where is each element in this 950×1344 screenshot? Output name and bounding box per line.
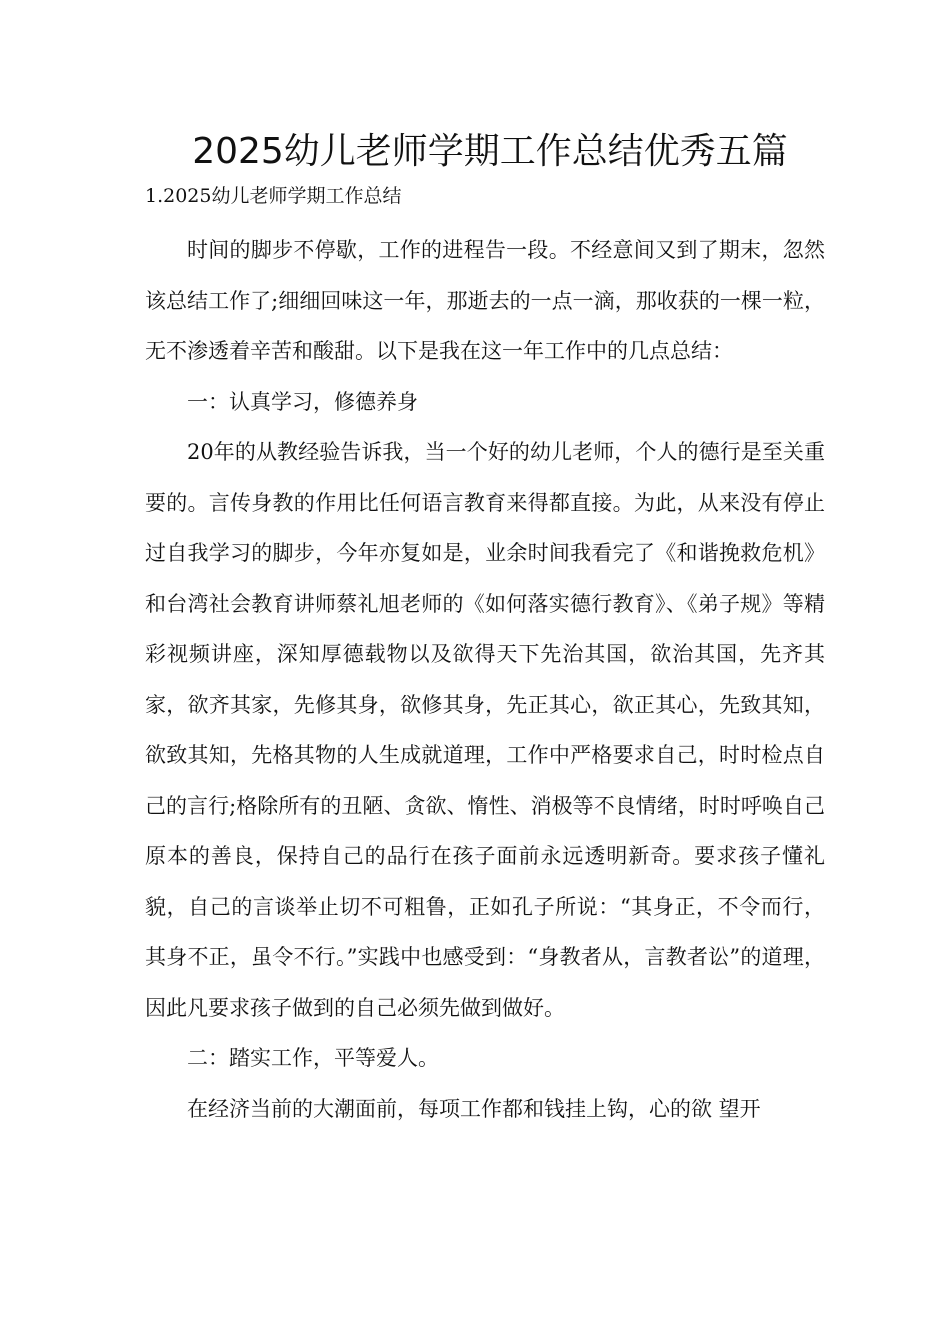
- paragraph-2: 在经济当前的大潮面前，每项工作都和钱挂上钩，心的欲 望开: [187, 1096, 761, 1121]
- intro-paragraph: 时间的脚步不停歇，工作的进程告一段。不经意间又到了期末，忽然该总结工作了;细细回味这一年，那逝去的一点一滴，那收获的一棵一粒，无不渗透着辛苦和酸甜。以下是我在这一年工作中的几点总结：: [145, 238, 825, 363]
- heading-1: 一：认真学习，修德养身: [187, 389, 418, 414]
- heading-2: 二：踏实工作，平等爱人。: [187, 1046, 439, 1070]
- document-title: 2025幼儿老师学期工作总结优秀五篇: [192, 131, 788, 172]
- paragraph-1: 20年的从教经验告诉我，当一个好的幼儿老师，个人的德行是至关重要的。言传身教的作用比任何语言教育来得都直接。为此，从来没有停止过自我学习的脚步，今年亦复如是，业余时间我看完了《和谐挽救危机》和台湾社会教育讲师蔡礼旭老师的《如何落实德行教育》、《弟子规》等精彩视频讲座，深知厚德载物以及欲得天下先治其国，欲治其国，先齐其家，欲齐其家，先修其身，欲修其身，先正其心，欲正其心，先致其知，欲致其知，先格其物的人生成就道理，工作中严格要求自己，时时检点自己的言行;格除所有的丑陋、贪欲、惰性、消极等不良情绪，时时呼唤自己原本的善良，保持自己的品行在孩子面前永远透明新奇。要求孩子懂礼貌，自己的言谈举止切不可粗鲁，正如孔子所说：“其身正，不令而行，其身不正，虽令不行。”实践中也感受到：“身教者从，言教者讼”的道理，因此凡要求孩子做到的自己必须先做到做好。: [145, 440, 825, 1020]
- document-page: [145, 128, 825, 1134]
- section-title: 1.2025幼儿老师学期工作总结: [145, 185, 402, 207]
